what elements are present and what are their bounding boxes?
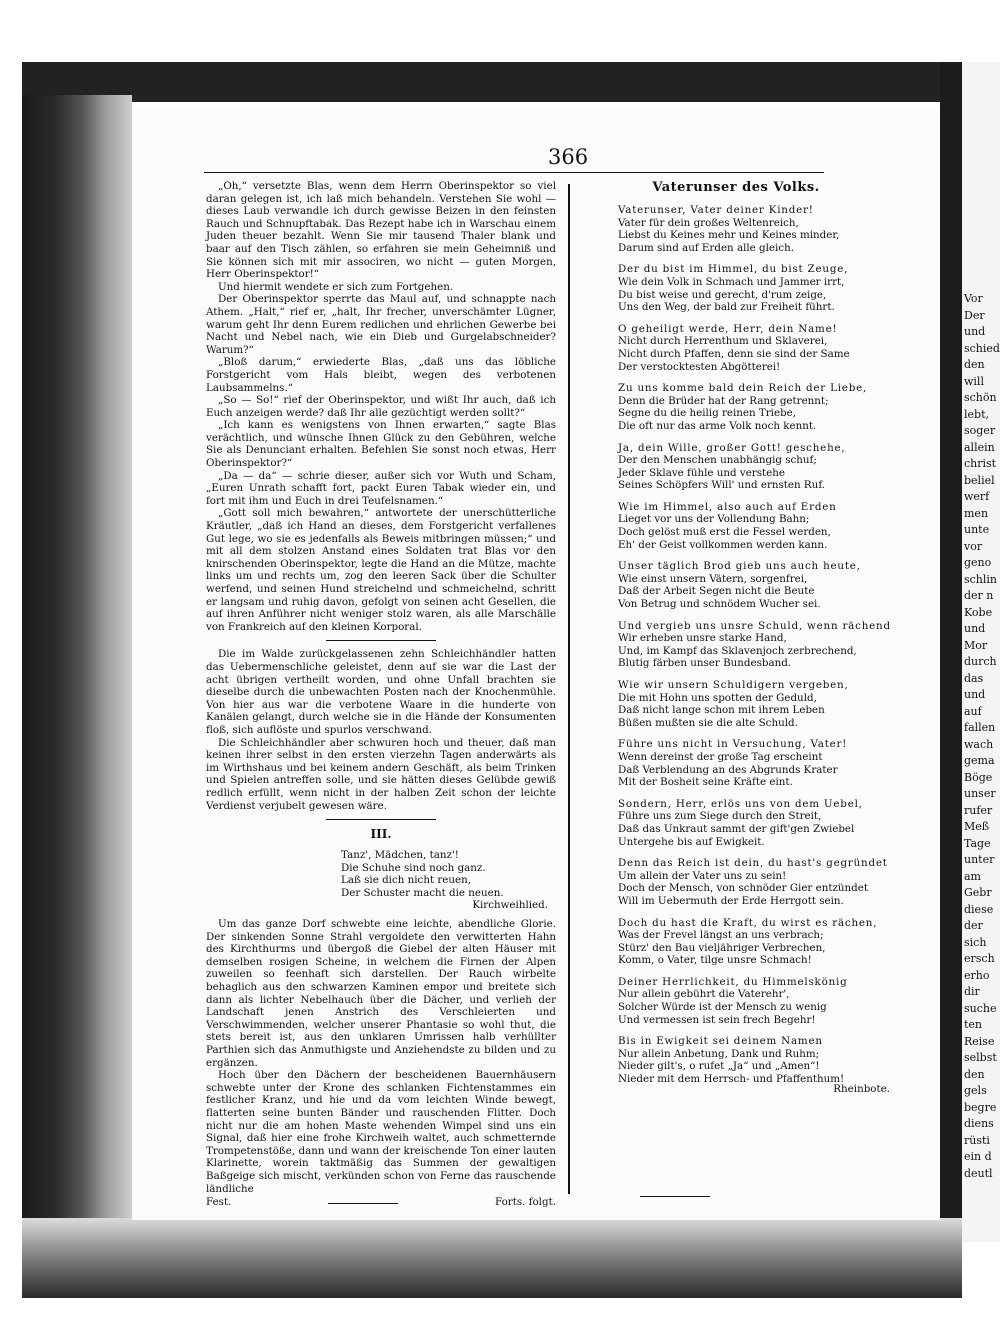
verse-line: Will im Uebermuth der Erde Herrgott sein. [618, 894, 844, 907]
motto-line: Laß sie dich nicht reuen, [341, 874, 472, 887]
adjacent-page-fragment: schied [964, 341, 1000, 355]
footer-left: Fest. [206, 1196, 232, 1209]
adjacent-page-fragment: allein [964, 440, 995, 454]
adjacent-page-fragment: unte [964, 523, 990, 536]
verse-line: Nur allein Anbetung, Dank und Ruhm; [618, 1047, 820, 1060]
verse-line: Bis in Ewigkeit sei deinem Namen [618, 1035, 823, 1048]
adjacent-page-fragment: fallen [964, 721, 996, 734]
scan-shadow-top [22, 62, 1000, 102]
stanza [618, 1035, 854, 1085]
adjacent-page-fragment: Vor [964, 292, 983, 305]
adjacent-page-fragment: will [964, 374, 984, 388]
adjacent-page-fragment: und [964, 325, 986, 338]
adjacent-page-fragment: und [964, 622, 986, 635]
verse-line: Solcher Würde ist der Mensch zu wenig [618, 1001, 827, 1014]
verse-line: Nicht durch Pfaffen, denn sie sind der Same [618, 347, 850, 360]
motto-source: Kirchweihlied. [472, 899, 548, 912]
verse-line: Darum sind auf Erden alle gleich. [618, 241, 794, 254]
stanza [618, 204, 854, 254]
stanza [618, 263, 854, 313]
adjacent-page-fragment: beliel [964, 473, 995, 487]
adjacent-page-fragment: den [964, 358, 985, 371]
stanza [618, 501, 854, 551]
verse-line: Doch du hast die Kraft, du wirst es rächen, [618, 916, 878, 929]
adjacent-page-fragment: Der [964, 308, 985, 322]
stanza [618, 797, 863, 848]
paragraph: Der Oberinspektor sperrte das Maul auf, und schnappte nach Athem. „Halt,“ rief er, „halt, Ihr frecher, unverschämter Lügner, warum geht Ihr denn Eurem redlichen und ehrlichen Gewerbe bei Nacht und Nebel nach, wie ein Dieb und Gurgelabschneider? Warum?“ [206, 293, 556, 356]
adjacent-page-fragment: lebt, [964, 407, 989, 421]
adjacent-page-fragment: erho [964, 968, 990, 982]
motto-line: Der Schuster macht die neuen. [341, 886, 504, 899]
verse-line: Denn das Reich ist dein, du hast's gegründet [618, 857, 888, 870]
verse-line: Sondern, Herr, erlös uns von dem Uebel, [618, 797, 863, 810]
stanza [618, 916, 878, 967]
verse-line: Segne du die heilig reinen Triebe, [618, 407, 797, 420]
verse-line: Und, im Kampf das Sklavenjoch zerbrechend, [618, 644, 857, 657]
verse-line: Um allein der Vater uns zu sein! [618, 869, 787, 882]
footer-rule [328, 1203, 398, 1209]
adjacent-page-fragment: diens [964, 1117, 994, 1130]
adjacent-page-fragment: das [964, 671, 984, 685]
poem-source: Rheinbote. [833, 1082, 890, 1095]
verse-line: Und vergieb uns unsre Schuld, wenn rächend [618, 619, 891, 632]
adjacent-page-fragment: Mor [964, 638, 988, 652]
adjacent-page-fragment: ein d [964, 1150, 992, 1163]
verse-line: Lieget vor uns der Vollendung Bahn; [618, 513, 810, 526]
paragraph: Die im Walde zurückgelassenen zehn Schleichhändler hatten das Uebermenschliche geleistet, denn auf sie war die Last der acht übrigen vertheilt worden, und ohne Unfall brachten sie dieselbe durch die unbewachten Posten nach der Knochenmühle. Von hier aus war die verbotene Waare in die hunderte von Kanälen gelangt, durch welche sie in die Hände der Konsumenten floß, sich auflöste und spurlos verschwand. [206, 648, 556, 736]
adjacent-page-fragment: werf [964, 490, 990, 503]
verse-line: Daß Verblendung an des Abgrunds Krater [618, 763, 838, 776]
stanza [618, 560, 861, 611]
adjacent-page-fragment: am [964, 869, 981, 883]
verse-line: Die mit Hohn uns spotten der Geduld, [618, 691, 817, 704]
verse-line: Der den Menschen unabhängig schuf; [618, 454, 817, 467]
verse-line: Wie im Himmel, also auch auf Erden [618, 500, 837, 513]
stanza [618, 382, 868, 432]
adjacent-page [962, 62, 1000, 1242]
left-column [206, 180, 556, 1209]
verse-line: Ja, dein Wille, großer Gott! geschehe, [618, 441, 846, 454]
adjacent-page-fragment: Tage [964, 836, 991, 850]
adjacent-page-fragment: Reise [964, 1034, 995, 1048]
adjacent-page-fragment: gels [964, 1084, 987, 1097]
adjacent-page-fragment: unter [964, 853, 995, 866]
verse-line: Blutig färben unser Bundesband. [618, 657, 792, 670]
adjacent-page-fragment: begre [964, 1100, 997, 1114]
adjacent-page-fragment: der n [964, 589, 994, 602]
stanza [618, 738, 854, 788]
poem [618, 204, 891, 1086]
book-gutter [940, 62, 962, 1242]
verse-line: Doch der Mensch, von schnöder Gier entzündet [618, 882, 869, 895]
verse-line: Büßen mußten sie die alte Schuld. [618, 716, 798, 729]
verse-line: Eh' der Geist vollkommen werden kann. [618, 538, 828, 551]
verse-line: Du bist weise und gerecht, d'rum zeige, [618, 288, 827, 301]
adjacent-page-fragment: gema [964, 754, 995, 767]
stanza [618, 679, 854, 729]
verse-line: Wie einst unsern Vätern, sorgenfrei, [618, 572, 808, 585]
stanza [618, 442, 854, 492]
verse-line: Untergehe bis auf Ewigkeit. [618, 835, 765, 848]
verse-line: Führe uns zum Siege durch den Streit, [618, 810, 822, 823]
paragraph: Und hiermit wendete er sich zum Fortgehen. [218, 280, 454, 293]
adjacent-page-fragment: der [964, 919, 983, 932]
verse-line: Liebst du Keines mehr und Keines minder, [618, 229, 840, 242]
verse-line: Daß der Arbeit Segen nicht die Beute [618, 585, 815, 598]
paragraph: „Ich kann es wenigstens von Ihnen erwarten,“ sagte Blas verächtlich, und wünsche Ihnen Glück zu den Gebühren, welche Sie als Denunciant erhalten. Befehlen Sie sonst noch etwas, Herr Oberinspektor?“ [206, 419, 556, 470]
verse-line: Vaterunser, Vater deiner Kinder! [618, 204, 814, 216]
adjacent-page-fragment: rufer [964, 803, 993, 817]
story-part1 [206, 180, 556, 633]
section-rule [326, 819, 436, 820]
verse-line: Stürz' den Bau vieljähriger Verbrechen, [618, 941, 826, 954]
continued-note: Forts. folgt. [495, 1196, 556, 1209]
verse-line: O geheiligt werde, Herr, dein Name! [618, 322, 838, 335]
book-bottom-edge [22, 1218, 962, 1298]
adjacent-page-fragment: vor [964, 539, 983, 553]
verse-line: Wie wir unsern Schuldigern vergeben, [618, 679, 849, 691]
verse-line: Komm, o Vater, tilge unsre Schmach! [618, 954, 812, 967]
adjacent-page-fragment: deutl [964, 1166, 993, 1180]
paragraph: Hoch über den Dächern der bescheidenen Bauernhäusern schwebte unter der Krone des schlanken Fichtenstammes ein festlicher Kranz, und hie und da vom leichten Winde bewegt, flatterten seine bunten Bänder und rauschenden Flitter. Doch nicht nur die am hohen Maste wehenden Wimpel sind uns ein Signal, daß hier eine frohe Kirchweih waltet, auch schmetternde Trompetenstöße, dann und wann der kreischende Ton einer lauten Klarinette, worein taktmäßig das Summen der gewaltigen Baßgeige sich mischt, verkünden schon von Ferne das rauschende ländliche [206, 1069, 556, 1195]
stanza [618, 976, 854, 1026]
verse-line: Von Betrug und schnödem Wucher sei. [618, 598, 821, 611]
adjacent-page-fragment: men [964, 506, 989, 520]
motto [206, 849, 556, 899]
verse-line: Die oft nur das arme Volk noch kennt. [618, 419, 817, 432]
motto-line: Tanz', Mädchen, tanz'! [341, 849, 459, 862]
stanza [618, 619, 891, 670]
adjacent-page-fragment: ersch [964, 952, 995, 965]
adjacent-page-fragment: und [964, 688, 986, 701]
verse-line: Denn die Brüder hat der Rang getrennt; [618, 394, 829, 407]
verse-line: Vater für dein großes Weltenreich, [618, 216, 799, 229]
paragraph: Die Schleichhändler aber schwuren hoch und theuer, daß man keinen ihrer selbst in den ersten vierzehn Tagen anderwärts als im Wirthshaus und bei keinem andern Geschäft, als beim Trinken und Spielen antreffen solle, und sie hätten dieses Gelübde gewiß redlich erfüllt, wenn nicht in der halben Zeit schon der leichte Verdienst verjubelt gewesen wäre. [206, 736, 556, 812]
story-part3 [206, 918, 556, 1195]
adjacent-page-fragment: schlin [964, 572, 998, 586]
adjacent-page-fragment: rüsti [964, 1133, 990, 1147]
verse-line: Wir erheben unsre starke Hand, [618, 632, 787, 645]
adjacent-page-fragment: durch [964, 655, 997, 668]
book-page-edges [22, 95, 132, 1225]
stanza [618, 857, 888, 907]
adjacent-page-fragment: geno [964, 556, 992, 569]
header-rule [204, 172, 824, 173]
verse-line: Mit der Bosheit seine Kräfte eint. [618, 776, 793, 789]
adjacent-page-fragment: den [964, 1067, 985, 1081]
adjacent-page-fragment: diese [964, 902, 994, 916]
paragraph: „Gott soll mich bewahren,“ antwortete der unerschütterliche Kräutler, „daß ich Hand an dieses, dem Forstgericht verfallenes Gut lege, wo sie es jedenfalls als Beweis mitbringen müssen;“ und mit all dem stolzen Anstand eines Soldaten trat Blas vor den knirschenden Oberinspektor, legte die Hand an die Mütze, machte links um und rechts um, zog den leeren Sack über die Schulter werfend, und seinen Hund streichelnd und schmeichelnd, schritt er langsam und ruhig davon, gefolgt von seinen acht Gesellen, die auf ihren Anführer nicht weniger stolz waren, als alle Marschälle von Frankreich auf den kleinen Korporal. [206, 507, 556, 633]
verse-line: Unser täglich Brod gieb uns auch heute, [618, 560, 861, 573]
adjacent-page-fragment: wach [964, 737, 994, 751]
adjacent-page-fragment: suche [964, 1001, 997, 1015]
adjacent-page-fragment: ten [964, 1018, 983, 1031]
verse-line: Der du bist im Himmel, du bist Zeuge, [618, 263, 849, 276]
verse-line: Nur allein gebührt die Vaterehr', [618, 988, 790, 1001]
verse-line: Wie dein Volk in Schmach und Jammer irrt, [618, 275, 845, 288]
adjacent-page-fragment: unser [964, 787, 996, 800]
scan-background-top [0, 0, 1000, 62]
adjacent-page-fragment: selbst [964, 1051, 997, 1064]
motto-line: Die Schuhe sind noch ganz. [341, 861, 486, 874]
verse-line: Doch gelöst muß erst die Fessel werden, [618, 526, 831, 539]
verse-line: Jeder Sklave fühle und verstehe [618, 466, 785, 479]
adjacent-page-fragment: christ [964, 457, 997, 470]
verse-line: Nieder mit dem Herrsch- und Pfaffenthum! [618, 1073, 845, 1086]
adjacent-page-fragment: dir [964, 985, 980, 998]
adjacent-page-fragment: soger [964, 424, 996, 437]
verse-line: Daß nicht lange schon mit ihrem Leben [618, 704, 825, 717]
verse-line: Und vermessen ist sein frech Begehr! [618, 1013, 816, 1026]
stanza [618, 323, 854, 373]
verse-line: Der verstocktesten Abgötterei! [618, 360, 781, 373]
column-divider [568, 184, 570, 1194]
adjacent-page-fragment: schön [964, 391, 997, 404]
section-heading: III. [370, 827, 392, 842]
verse-line: Nicht durch Herrenthum und Sklaverei, [618, 335, 828, 348]
adjacent-page-fragment: Kobe [964, 605, 993, 619]
section-rule [326, 640, 436, 641]
column-footer [206, 1196, 556, 1209]
verse-line: Führe uns nicht in Versuchung, Vater! [618, 738, 848, 751]
verse-line: Seines Schöpfers Will' und ernsten Ruf. [618, 479, 826, 492]
paragraph: „Oh,“ versetzte Blas, wenn dem Herrn Oberinspektor so viel daran gelegen ist, ich laß mich behandeln. Verstehen Sie wohl — dieses Laub verwandle ich durch gewisse Beizen in den feinsten Rauch und Schnupftabak. Das Rezept habe ich in Warschau einem Juden theuer bezahlt. Wenn Sie mir tausend Thaler blank und baar auf den Tisch zählen, so erfahren sie mein Geheimniß und Sie können sich mit mir associren, wo nicht — guten Morgen, Herr Oberinspektor!“ [206, 180, 556, 281]
paragraph: „So — So!“ rief der Oberinspektor, und wißt Ihr auch, daß ich Euch anzeigen werde? daß Ihr alle gezüchtigt werden sollt?“ [206, 394, 556, 419]
verse-line: Wenn dereinst der große Tag erscheint [618, 750, 823, 763]
right-column [618, 180, 891, 1095]
story-part2 [206, 648, 556, 812]
verse-line: Deiner Herrlichkeit, du Himmelskönig [618, 975, 848, 988]
adjacent-page-fragment: Meß [964, 820, 990, 833]
verse-line: Uns den Weg, der bald zur Freiheit führt. [618, 301, 835, 314]
verse-line: Zu uns komme bald dein Reich der Liebe, [618, 382, 868, 395]
poem-title: Vaterunser des Volks. [652, 180, 820, 195]
bottom-rule [640, 1196, 710, 1197]
paragraph: „Da — da“ — schrie dieser, außer sich vor Wuth und Scham, „Euren Unrath schafft fort, packt Euren Tabak wieder ein, und fort mit ihm und Euch in drei Teufelsnamen.“ [206, 469, 556, 507]
paragraph: Um das ganze Dorf schwebte eine leichte, abendliche Glorie. Der sinkenden Sonne Strahl vergoldete den verwitterten Hahn des Kirchthurms und übergoß die Giebel der alten Häuser mit demselben rosigen Scheine, in welchem die Firnen der Alpen zuweilen so feenhaft sich darstellen. Der Rauch wirbelte behaglich aus den schwarzen Kaminen empor und breitete sich dann als lichter Nebelhauch über die Dächer, und verlieh der Landschaft jenen Anstrich des Verschleierten und Verschwimmenden, welcher unserer Phantasie so wohl thut, die stets bereit ist, aus den unklaren Umrissen halb verhüllter Parthien sich das Anmuthigste und Anziehendste zu bilden und zu ergänzen. [206, 918, 556, 1069]
verse-line: Daß das Unkraut sammt der gift'gen Zwiebel [618, 822, 855, 835]
verse-line: Nieder gilt's, o rufet „Ja“ und „Amen“! [618, 1060, 820, 1073]
verse-line: Was der Frevel längst an uns verbrach; [618, 929, 824, 942]
adjacent-page-fragment: Gebr [964, 886, 992, 899]
page-number: 366 [548, 145, 589, 169]
paragraph: „Bloß darum,“ erwiederte Blas, „daß uns das löbliche Forstgericht vom Hals bleibt, wegen des verbotenen Laubsammelns.“ [206, 356, 556, 394]
adjacent-page-fragment: Böge [964, 770, 993, 784]
adjacent-page-fragment: sich [964, 935, 987, 949]
adjacent-page-fragment: auf [964, 704, 982, 718]
